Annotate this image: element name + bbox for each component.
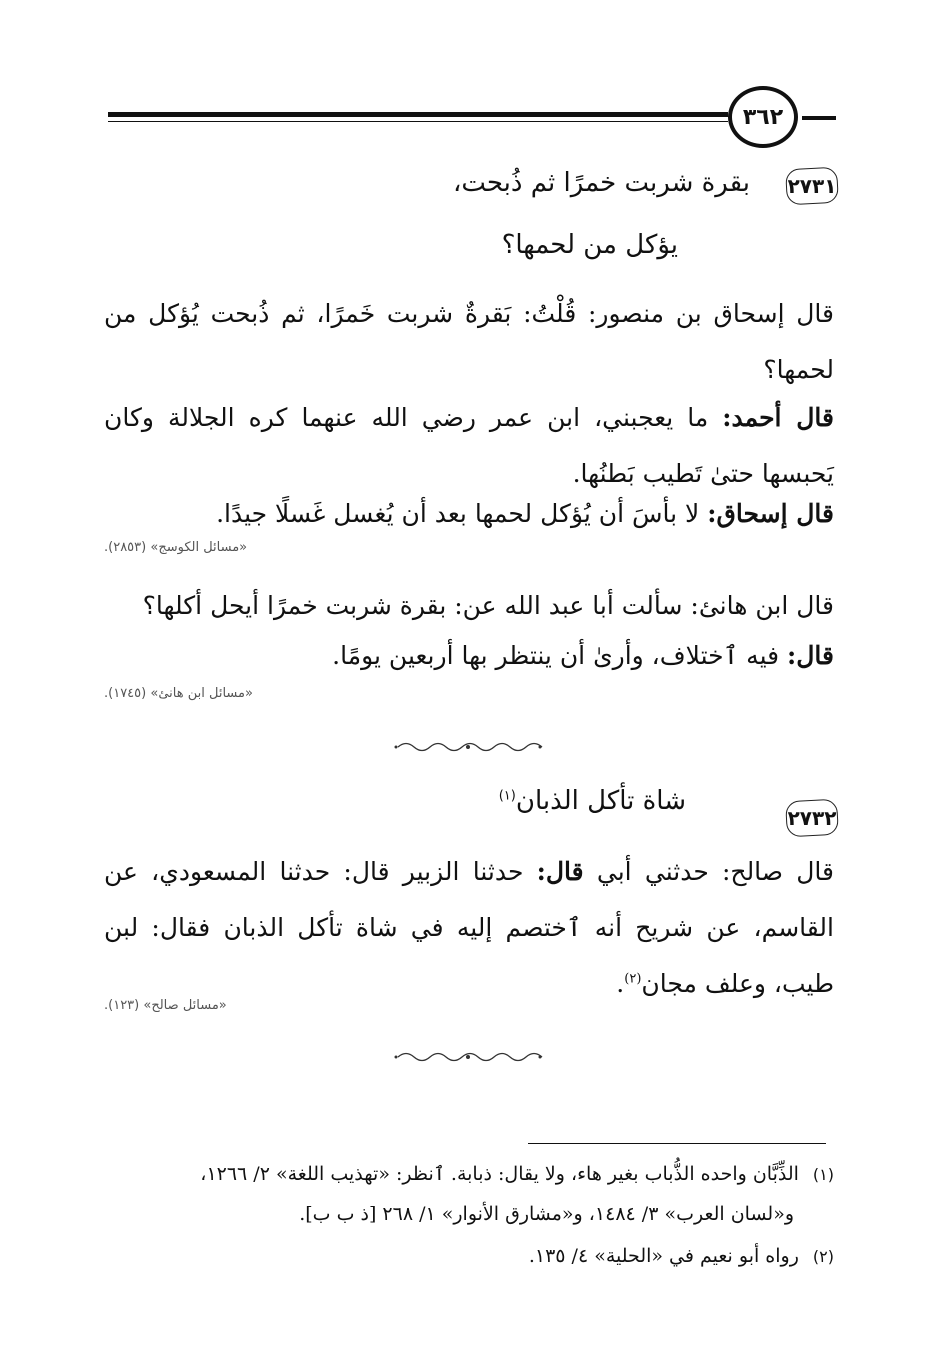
hani-question: قال ابن هانئ: سألت أبا عبد الله عن: بقرة شربت خمرًا أيحل أكلها؟ [142, 591, 834, 620]
footnote-2: (٢)رواه أبو نعيم في «الحلية» ٤/ ١٣٥. [528, 1245, 834, 1267]
answer-text: فيه ٱختلاف، وأرىٰ أن ينتظر بها أربعين يومًا. [332, 641, 780, 670]
entry-number-badge: ٢٧٣١ [784, 166, 840, 206]
speaker-label: قال: [536, 857, 584, 886]
entry-number-badge: ٢٧٣٢ [784, 798, 840, 838]
question-paragraph: قال إسحاق بن منصور: قُلْتُ: بَقرةٌ شربت خَمرًا، ثم ذُبحت يُؤكل من لحمها؟ [104, 299, 834, 384]
header-rule-thin [108, 121, 728, 122]
speaker-label: قال أحمد: [722, 403, 834, 432]
header-rule [108, 112, 728, 117]
entry-title: شاة تأكل الذبان$^{(١)}$ [498, 786, 686, 816]
source-citation: «مسائل ابن هانئ» (١٧٤٥). [104, 686, 253, 701]
header-rule-right [802, 116, 836, 120]
page-number: ٣٦٢ [728, 86, 798, 148]
answer-text: ما يعجبني، ابن عمر رضي الله عنهما كره الجلالة وكان يَحبسها حتىٰ تَطيب بَطنُها. [104, 403, 834, 488]
answer-text: لا بأسَ أن يُؤكل لحمها بعد أن يُغسل غَسلًا جيدًا. [216, 499, 700, 528]
footnote-1: (١)الذِّبَّان واحده الذُّباب بغير هاء، ولا يقال: ذبابة. ٱنظر: «تهذيب اللغة» ٢/ ١٢٦٦، [200, 1163, 834, 1185]
speaker-label: قال إسحاق: [707, 499, 834, 528]
entry-title-line1: بقرة شربت خمرًا ثم ذُبحت، [452, 168, 750, 198]
saleh-paragraph: قال صالح: حدثني أبي قال: حدثنا الزبير قال: حدثنا المسعودي، عن القاسم، عن شريح أنه ٱختصم إليه في شاة تأكل الذبان فقال: لبن طيب، وعلف مجان$^{(٢)}$. [104, 857, 834, 998]
source-citation: «مسائل الكوسج» (٢٨٥٣). [104, 540, 248, 555]
hani-answer [104, 628, 834, 684]
footnote-1-continued: و«لسان العرب» ٣/ ١٤٨٤، و«مشارق الأنوار» ١/ ٢٦٨ [ذ ب ب]. [299, 1203, 794, 1225]
section-divider-ornament [368, 1050, 568, 1064]
source-citation: «مسائل صالح» (١٢٣). [104, 998, 227, 1013]
speaker-label: قال: [787, 641, 834, 670]
section-divider-ornament [368, 740, 568, 754]
entry-title-line2: يؤكل من لحمها؟ [501, 230, 678, 260]
footnote-rule [528, 1143, 826, 1144]
ishaq-answer [104, 486, 834, 542]
